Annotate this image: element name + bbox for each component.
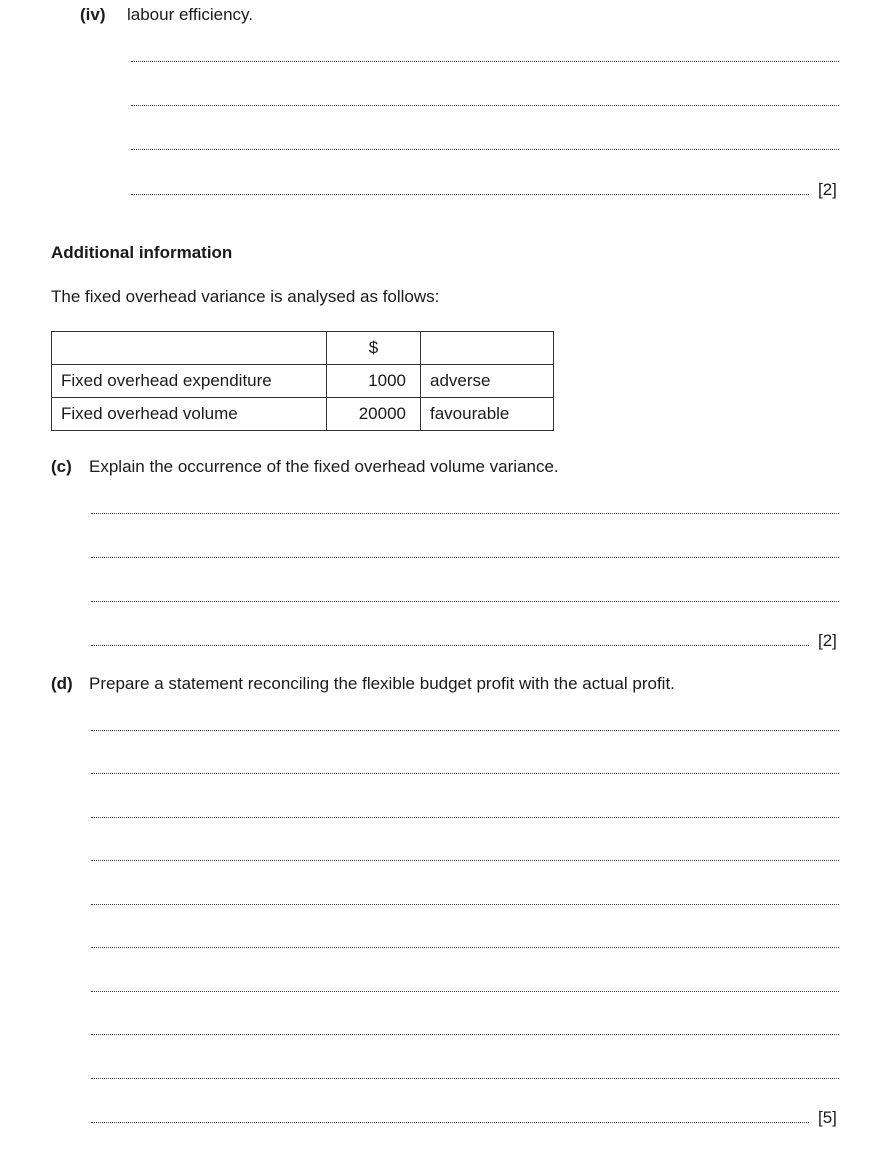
table-header-type — [421, 332, 554, 365]
marks-c: [2] — [818, 631, 837, 650]
answer-line-d-7[interactable] — [91, 991, 839, 992]
table-row — [52, 398, 554, 431]
answer-line-d-10[interactable] — [91, 1122, 809, 1123]
table-row — [52, 365, 554, 398]
answer-line-iv-2[interactable] — [131, 105, 839, 106]
answer-line-c-2[interactable] — [91, 557, 839, 558]
answer-line-iv-4[interactable] — [131, 194, 809, 195]
part-c-question: Explain the occurrence of the fixed overhead volume variance. — [89, 457, 559, 476]
part-c-label: (c) — [51, 457, 72, 476]
answer-line-d-3[interactable] — [91, 817, 839, 818]
part-d-label: (d) — [51, 674, 73, 693]
part-iv-question: labour efficiency. — [127, 5, 253, 24]
marks-iv: [2] — [818, 180, 837, 199]
table-cell-type: favourable — [421, 398, 554, 431]
additional-info-heading: Additional information — [51, 243, 233, 262]
table-cell-amount: 20000 — [327, 398, 421, 431]
table-cell-item: Fixed overhead volume — [52, 398, 327, 431]
answer-line-d-4[interactable] — [91, 860, 839, 861]
table-cell-item: Fixed overhead expenditure — [52, 365, 327, 398]
answer-line-c-3[interactable] — [91, 601, 839, 602]
answer-line-d-5[interactable] — [91, 904, 839, 905]
table-header-amount: $ — [327, 332, 421, 365]
answer-line-iv-3[interactable] — [131, 149, 839, 150]
table-header-item — [52, 332, 327, 365]
fixed-overhead-variance-table — [51, 331, 554, 431]
answer-line-d-1[interactable] — [91, 730, 839, 731]
table-header-row — [52, 332, 554, 365]
table-cell-amount: 1000 — [327, 365, 421, 398]
answer-line-d-2[interactable] — [91, 773, 839, 774]
answer-line-c-1[interactable] — [91, 513, 839, 514]
additional-info-intro: The fixed overhead variance is analysed as follows: — [51, 287, 440, 306]
table-cell-type: adverse — [421, 365, 554, 398]
answer-line-d-6[interactable] — [91, 947, 839, 948]
answer-line-d-8[interactable] — [91, 1034, 839, 1035]
part-iv-label: (iv) — [80, 5, 106, 24]
answer-line-d-9[interactable] — [91, 1078, 839, 1079]
answer-line-c-4[interactable] — [91, 645, 809, 646]
marks-d: [5] — [818, 1108, 837, 1127]
answer-line-iv-1[interactable] — [131, 61, 839, 62]
part-d-question: Prepare a statement reconciling the flexible budget profit with the actual profit. — [89, 674, 675, 693]
